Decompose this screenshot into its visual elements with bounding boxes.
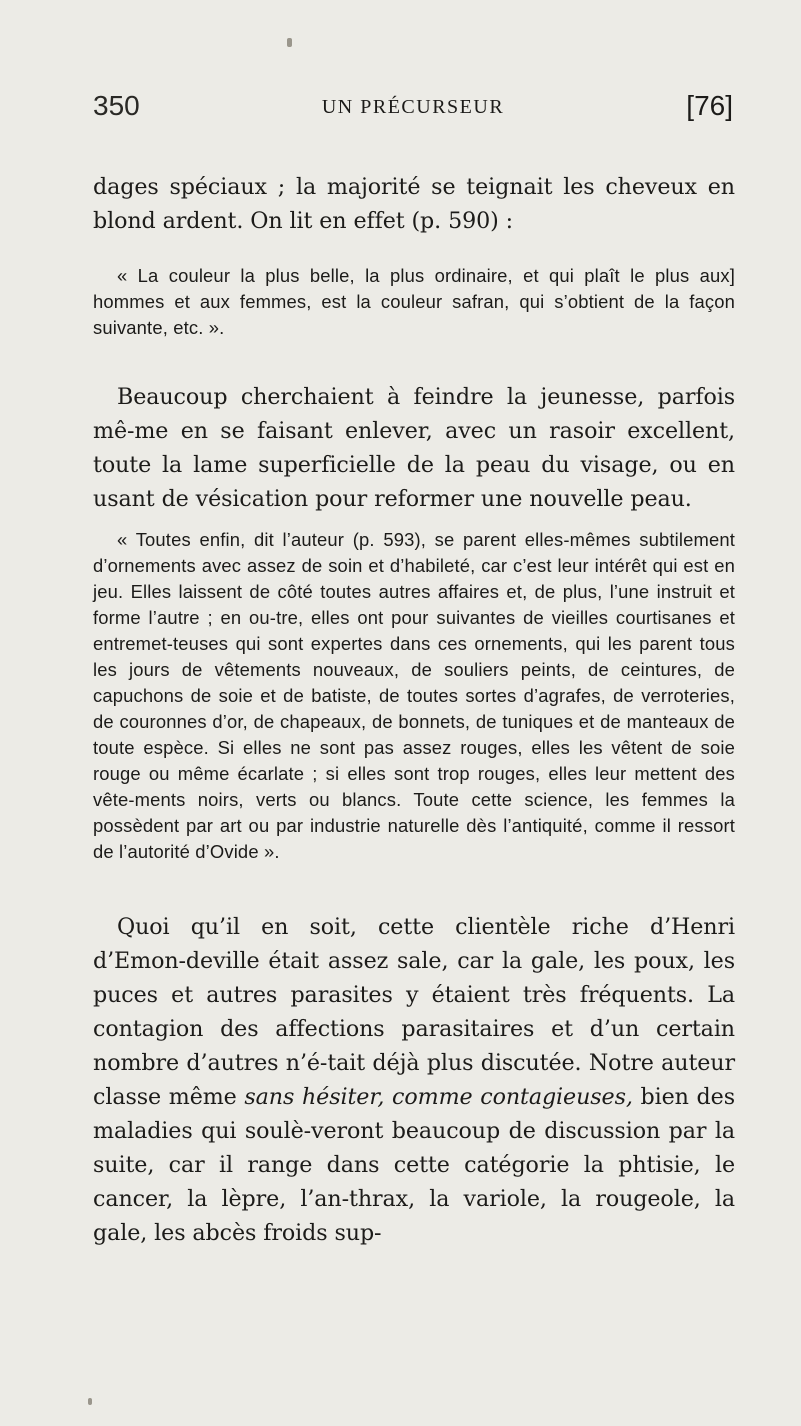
page-speck [287,38,292,47]
page-header [93,86,733,126]
paragraph-2: Beaucoup cherchaient à feindre la jeunesse, parfois mê-me en se faisant enlever, avec un rasoir excellent, toute la lame superficielle de la peau du visage, ou en usant de vésication pour reformer une nouvelle peau. [93,384,735,512]
paragraph-3-text-b: bien des maladies qui soulè-veront beaucoup de discussion par la suite, car il range dans cette catégorie la phtisie, le cancer, la lèpre, l’an-thrax, la variole, la rougeole, la gale, les abcès froids sup- [93,1084,735,1246]
page-number: 350 [93,90,140,121]
quotation-2: « Toutes enfin, dit l’auteur (p. 593), se parent elles-mêmes subtilement d’ornements avec assez de soin et d’habileté, car c’est leur intérêt qui est en jeu. Elles laissent de côté toutes autres affaires et, de plus, l’une instruit et forme l’autre ; en ou-tre, elles ont pour suivantes de vieilles courtisanes et entremet-teuses qui sont expertes dans ces ornements, qui les parent tous les jours de vêtements nouveaux, de souliers peints, de ceintures, de capuchons de soie et de batiste, de toutes sortes d’agrafes, de verroteries, de couronnes d’or, de chapeaux, de bonnets, de tuniques et de manteaux de toute espèce. Si elles ne sont pas assez rouges, elles les vêtent de soie rouge ou même écarlate ; si elles sont trop rouges, elles leur mettent des vête-ments noirs, verts ou blancs. Toute cette science, les femmes la possèdent par art ou par industrie naturelle dès l’antiquité, comme il ressort de l’autorité d’Ovide ». [93,529,735,862]
paragraph-1: dages spéciaux ; la majorité se teignait les cheveux en blond ardent. On lit en effet (p. 590) : [93,174,735,234]
running-head: UN PRÉCURSEUR [321,96,505,118]
quotation-1: « La couleur la plus belle, la plus ordinaire, et qui plaît le plus aux] hommes et aux femmes, est la couleur safran, qui s’obtient de la façon suivante, etc. ». [93,265,735,338]
page-speck [88,1398,92,1405]
paragraph-3 [93,910,735,1250]
paragraph-3-text-a: Quoi qu’il en soit, cette clientèle riche d’Henri d’Emon-deville était assez sale, car la gale, les poux, les puces et autres parasites y étaient très fréquents. La contagion des affections parasitaires et d’un certain nombre d’autres n’é-tait déjà plus discutée. Notre auteur classe même [93,914,735,1110]
folio-reference: [76] [686,90,733,121]
paragraph-3-italic: sans hésiter, comme contagieuses, [244,1084,633,1110]
